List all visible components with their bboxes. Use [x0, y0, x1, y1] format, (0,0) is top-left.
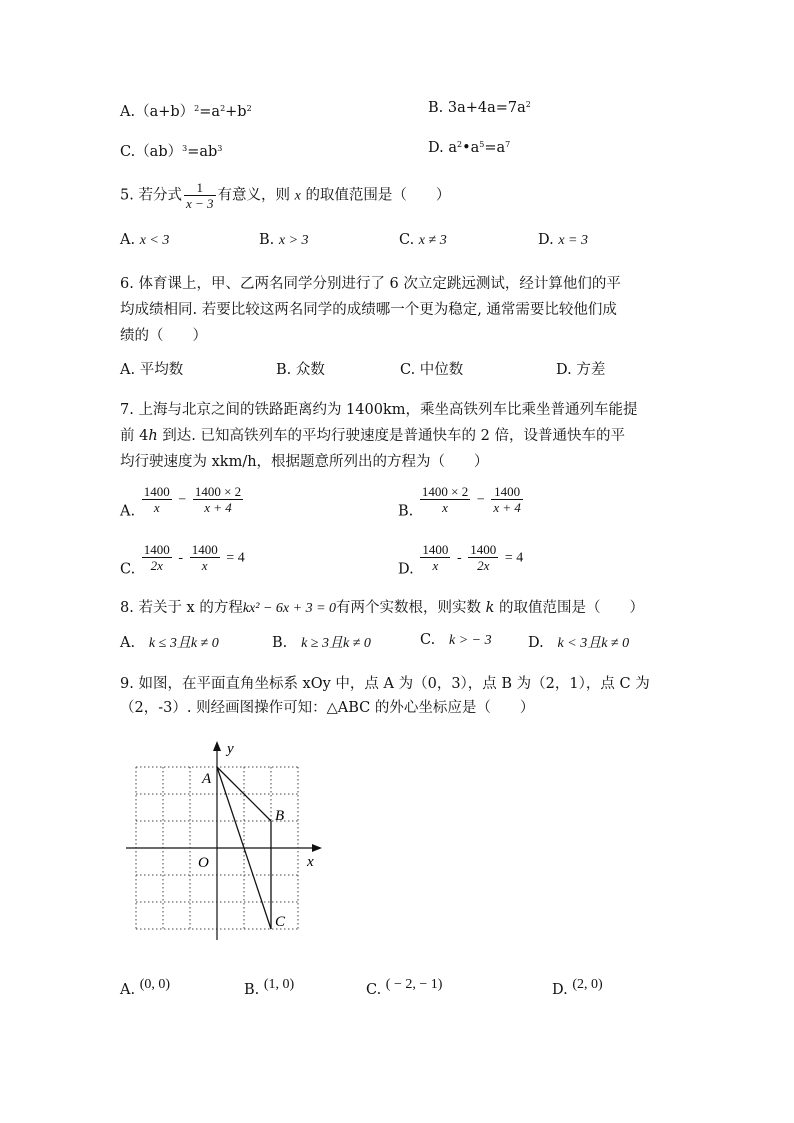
q6-option-c[interactable]: [400, 358, 463, 379]
q5-number: 5.: [120, 187, 134, 204]
q8-option-a[interactable]: [120, 632, 219, 652]
option-text: 平均数: [139, 362, 184, 378]
option-label: D.: [556, 362, 572, 378]
q4-c-base: （ab）: [135, 144, 183, 160]
option-text: 中位数: [419, 362, 464, 378]
fraction-numerator: 1: [184, 180, 216, 196]
q4-a-rest2: +b: [225, 104, 247, 120]
option-label: B.: [428, 100, 444, 116]
q9-option-c[interactable]: [366, 976, 442, 998]
q4-a-exp2: 2: [220, 104, 226, 113]
option-label: C.: [400, 362, 416, 378]
option-label: A.: [120, 232, 136, 248]
fraction-denominator: x: [201, 558, 208, 573]
q8-option-c[interactable]: [420, 632, 492, 649]
option-label: C.: [120, 561, 136, 578]
option-label: A.: [120, 635, 136, 651]
option-text: x > 3: [278, 233, 309, 248]
fraction-denominator: x + 4: [204, 500, 232, 515]
operator: -: [456, 550, 462, 566]
fraction: [142, 542, 172, 573]
origin-label: O: [198, 855, 209, 871]
option-label: C.: [120, 144, 136, 160]
option-text: 方差: [576, 362, 606, 378]
q8-stem-post: 有两个实数根，则实数: [336, 600, 482, 616]
option-label: D.: [398, 561, 414, 578]
q8-equation: kx² − 6x + 3 = 0: [242, 601, 337, 616]
option-label: A.: [120, 104, 136, 120]
option-text: x < 3: [139, 233, 170, 248]
fraction-denominator: x: [432, 558, 439, 573]
q7-option-d[interactable]: [398, 542, 523, 578]
option-label: C.: [366, 982, 382, 998]
q4-option-c[interactable]: [120, 140, 222, 161]
option-text: k > − 3: [449, 633, 492, 648]
option-label: D.: [552, 982, 568, 998]
q7-line-2-h: h: [148, 428, 158, 444]
fraction: [420, 542, 450, 573]
q4-d-exp: 2: [456, 140, 463, 149]
fraction-numerator: 1400: [143, 484, 170, 499]
q7-line-2-pre: 前 4: [120, 428, 149, 444]
fraction-denominator: x: [442, 500, 448, 515]
fraction-denominator: 2x: [477, 558, 490, 573]
option-text: (0, 0): [139, 977, 171, 992]
q9-option-b[interactable]: [244, 976, 294, 998]
option-text: x = 3: [558, 233, 588, 248]
q7-option-c[interactable]: [120, 542, 245, 578]
x-axis-label: x: [307, 854, 314, 870]
operator: −: [178, 492, 187, 508]
fraction: [193, 484, 243, 515]
q9-coordinate-figure: [120, 735, 330, 945]
option-label: B.: [272, 635, 288, 651]
q7-line-3: 均行驶速度为 xkm/h，根据题意所列出的方程为（ ）: [120, 454, 489, 470]
operator: −: [476, 492, 485, 508]
option-label: B.: [244, 982, 260, 998]
q7-line-1: 7. 上海与北京之间的铁路距离约为 1400km，乘坐高铁列车比乘坐普通列车能提: [120, 402, 638, 418]
q4-d-mid: •a: [462, 140, 480, 156]
q5-stem: [120, 180, 450, 211]
q7-option-a[interactable]: [120, 484, 245, 520]
option-text: (2, 0): [572, 977, 603, 992]
option-label: A.: [120, 982, 136, 998]
q4-d-exp3: 7: [505, 140, 511, 149]
q9-option-a[interactable]: [120, 976, 170, 998]
q6-line-3: 绩的（ ）: [120, 328, 207, 344]
fraction-numerator: 1400: [191, 542, 218, 557]
option-text: k ≥ 3且k ≠ 0: [301, 636, 371, 651]
operator: -: [178, 550, 184, 566]
q6-line-1: 6. 体育课上，甲、乙两名同学分别进行了 6 次立定跳远测试，经计算他们的平: [120, 276, 621, 292]
q4-d-rest: =a: [484, 140, 506, 156]
q7-line-2: [120, 424, 625, 445]
q8-stem-end: 的取值范围是（ ）: [499, 600, 645, 616]
q5-option-d[interactable]: [538, 232, 588, 249]
q4-c-rest: =ab: [187, 144, 218, 160]
option-text: k < 3且k ≠ 0: [557, 636, 630, 651]
q5-stem-pre: 若分式: [138, 187, 182, 204]
q5-var: x: [294, 188, 301, 204]
option-text: k ≤ 3且k ≠ 0: [148, 636, 219, 651]
fraction-numerator: 1400 × 2: [421, 484, 469, 499]
q5-option-b[interactable]: [259, 232, 309, 249]
option-text: x ≠ 3: [418, 233, 447, 248]
option-label: D.: [528, 635, 544, 651]
fraction: [190, 542, 220, 573]
point-b-label: B: [275, 808, 285, 824]
q5-option-a[interactable]: [120, 232, 169, 249]
q9-line-1: 9. 如图，在平面直角坐标系 xOy 中，点 A 为（0，3），点 B 为（2，1），点 C 为: [120, 676, 650, 692]
q9-line-2: （2，-3）. 则经画图操作可知：△ABC 的外心坐标应是（ ）: [120, 700, 535, 716]
q4-a-exp3: 2: [246, 104, 252, 113]
option-text: (1, 0): [263, 977, 295, 992]
q5-fraction: [184, 180, 216, 211]
q4-a-base: （a+b）: [135, 104, 195, 120]
fraction: [491, 484, 523, 515]
q7-option-b[interactable]: [398, 484, 525, 520]
q8-option-b[interactable]: [272, 632, 371, 652]
fraction-denominator: 2x: [150, 558, 163, 573]
option-label: C.: [399, 232, 415, 248]
option-label: D.: [538, 232, 554, 248]
q4-b-exp: 2: [525, 100, 531, 109]
option-label: C.: [420, 632, 436, 648]
fraction-denominator: x + 4: [493, 500, 521, 515]
fraction: [468, 542, 498, 573]
y-axis-label: y: [227, 741, 234, 757]
q4-option-a[interactable]: [120, 100, 252, 121]
option-text: ( − 2, − 1): [385, 977, 443, 992]
fraction-numerator: 1400 × 2: [194, 484, 242, 499]
option-label: B.: [398, 503, 414, 520]
fraction-numerator: 1400: [422, 542, 449, 557]
q6-line-2: 均成绩相同. 若要比较这两名同学的成绩哪一个更为稳定, 通常需要比较他们成: [120, 302, 617, 318]
fraction-numerator: 1400: [470, 542, 497, 557]
q7-line-2-post: 到达. 已知高铁列车的平均行驶速度是普通快车的 2 倍，设普通快车的平: [157, 428, 625, 444]
q6-option-a[interactable]: [120, 358, 183, 379]
option-label: B.: [276, 362, 292, 378]
q6-option-b[interactable]: [276, 358, 325, 379]
q8-stem: [120, 596, 644, 617]
option-label: B.: [259, 232, 275, 248]
point-c-label: C: [275, 914, 286, 930]
q4-b-text: 3a+4a=7a: [447, 100, 526, 116]
q6-option-d[interactable]: [556, 358, 605, 379]
axes: [126, 741, 322, 940]
fraction: [420, 484, 470, 515]
fraction-numerator: 1400: [143, 542, 170, 557]
q4-c-exp: 3: [182, 144, 188, 153]
fraction: [142, 484, 172, 515]
q4-a-exp: 2: [194, 104, 200, 113]
q5-option-c[interactable]: [399, 232, 447, 249]
q8-stem-pre: 8. 若关于 x 的方程: [120, 600, 243, 616]
option-label: A.: [120, 362, 136, 378]
point-a-label: A: [202, 771, 212, 787]
equation-tail: = 4: [226, 550, 245, 566]
q4-d-base: a: [448, 140, 457, 156]
fraction-numerator: 1400: [491, 484, 523, 500]
option-text: 众数: [295, 362, 325, 378]
fraction-denominator: x − 3: [185, 196, 214, 211]
q4-a-rest: =a: [199, 104, 221, 120]
q5-stem-post: 有意义，则: [217, 187, 290, 204]
q8-option-d[interactable]: [528, 632, 629, 652]
q4-d-exp2: 5: [479, 140, 485, 149]
q4-option-d[interactable]: [428, 140, 510, 156]
option-label: D.: [428, 140, 444, 156]
fraction-denominator: x: [153, 500, 160, 515]
q8-var-k: k: [485, 600, 495, 616]
q9-option-d[interactable]: [552, 976, 603, 998]
equation-tail: = 4: [504, 550, 524, 566]
option-label: A.: [120, 503, 136, 520]
q5-stem-end: 的取值范围是（ ）: [305, 187, 451, 204]
q4-option-b[interactable]: [428, 100, 531, 116]
q4-c-exp2: 3: [217, 144, 223, 153]
